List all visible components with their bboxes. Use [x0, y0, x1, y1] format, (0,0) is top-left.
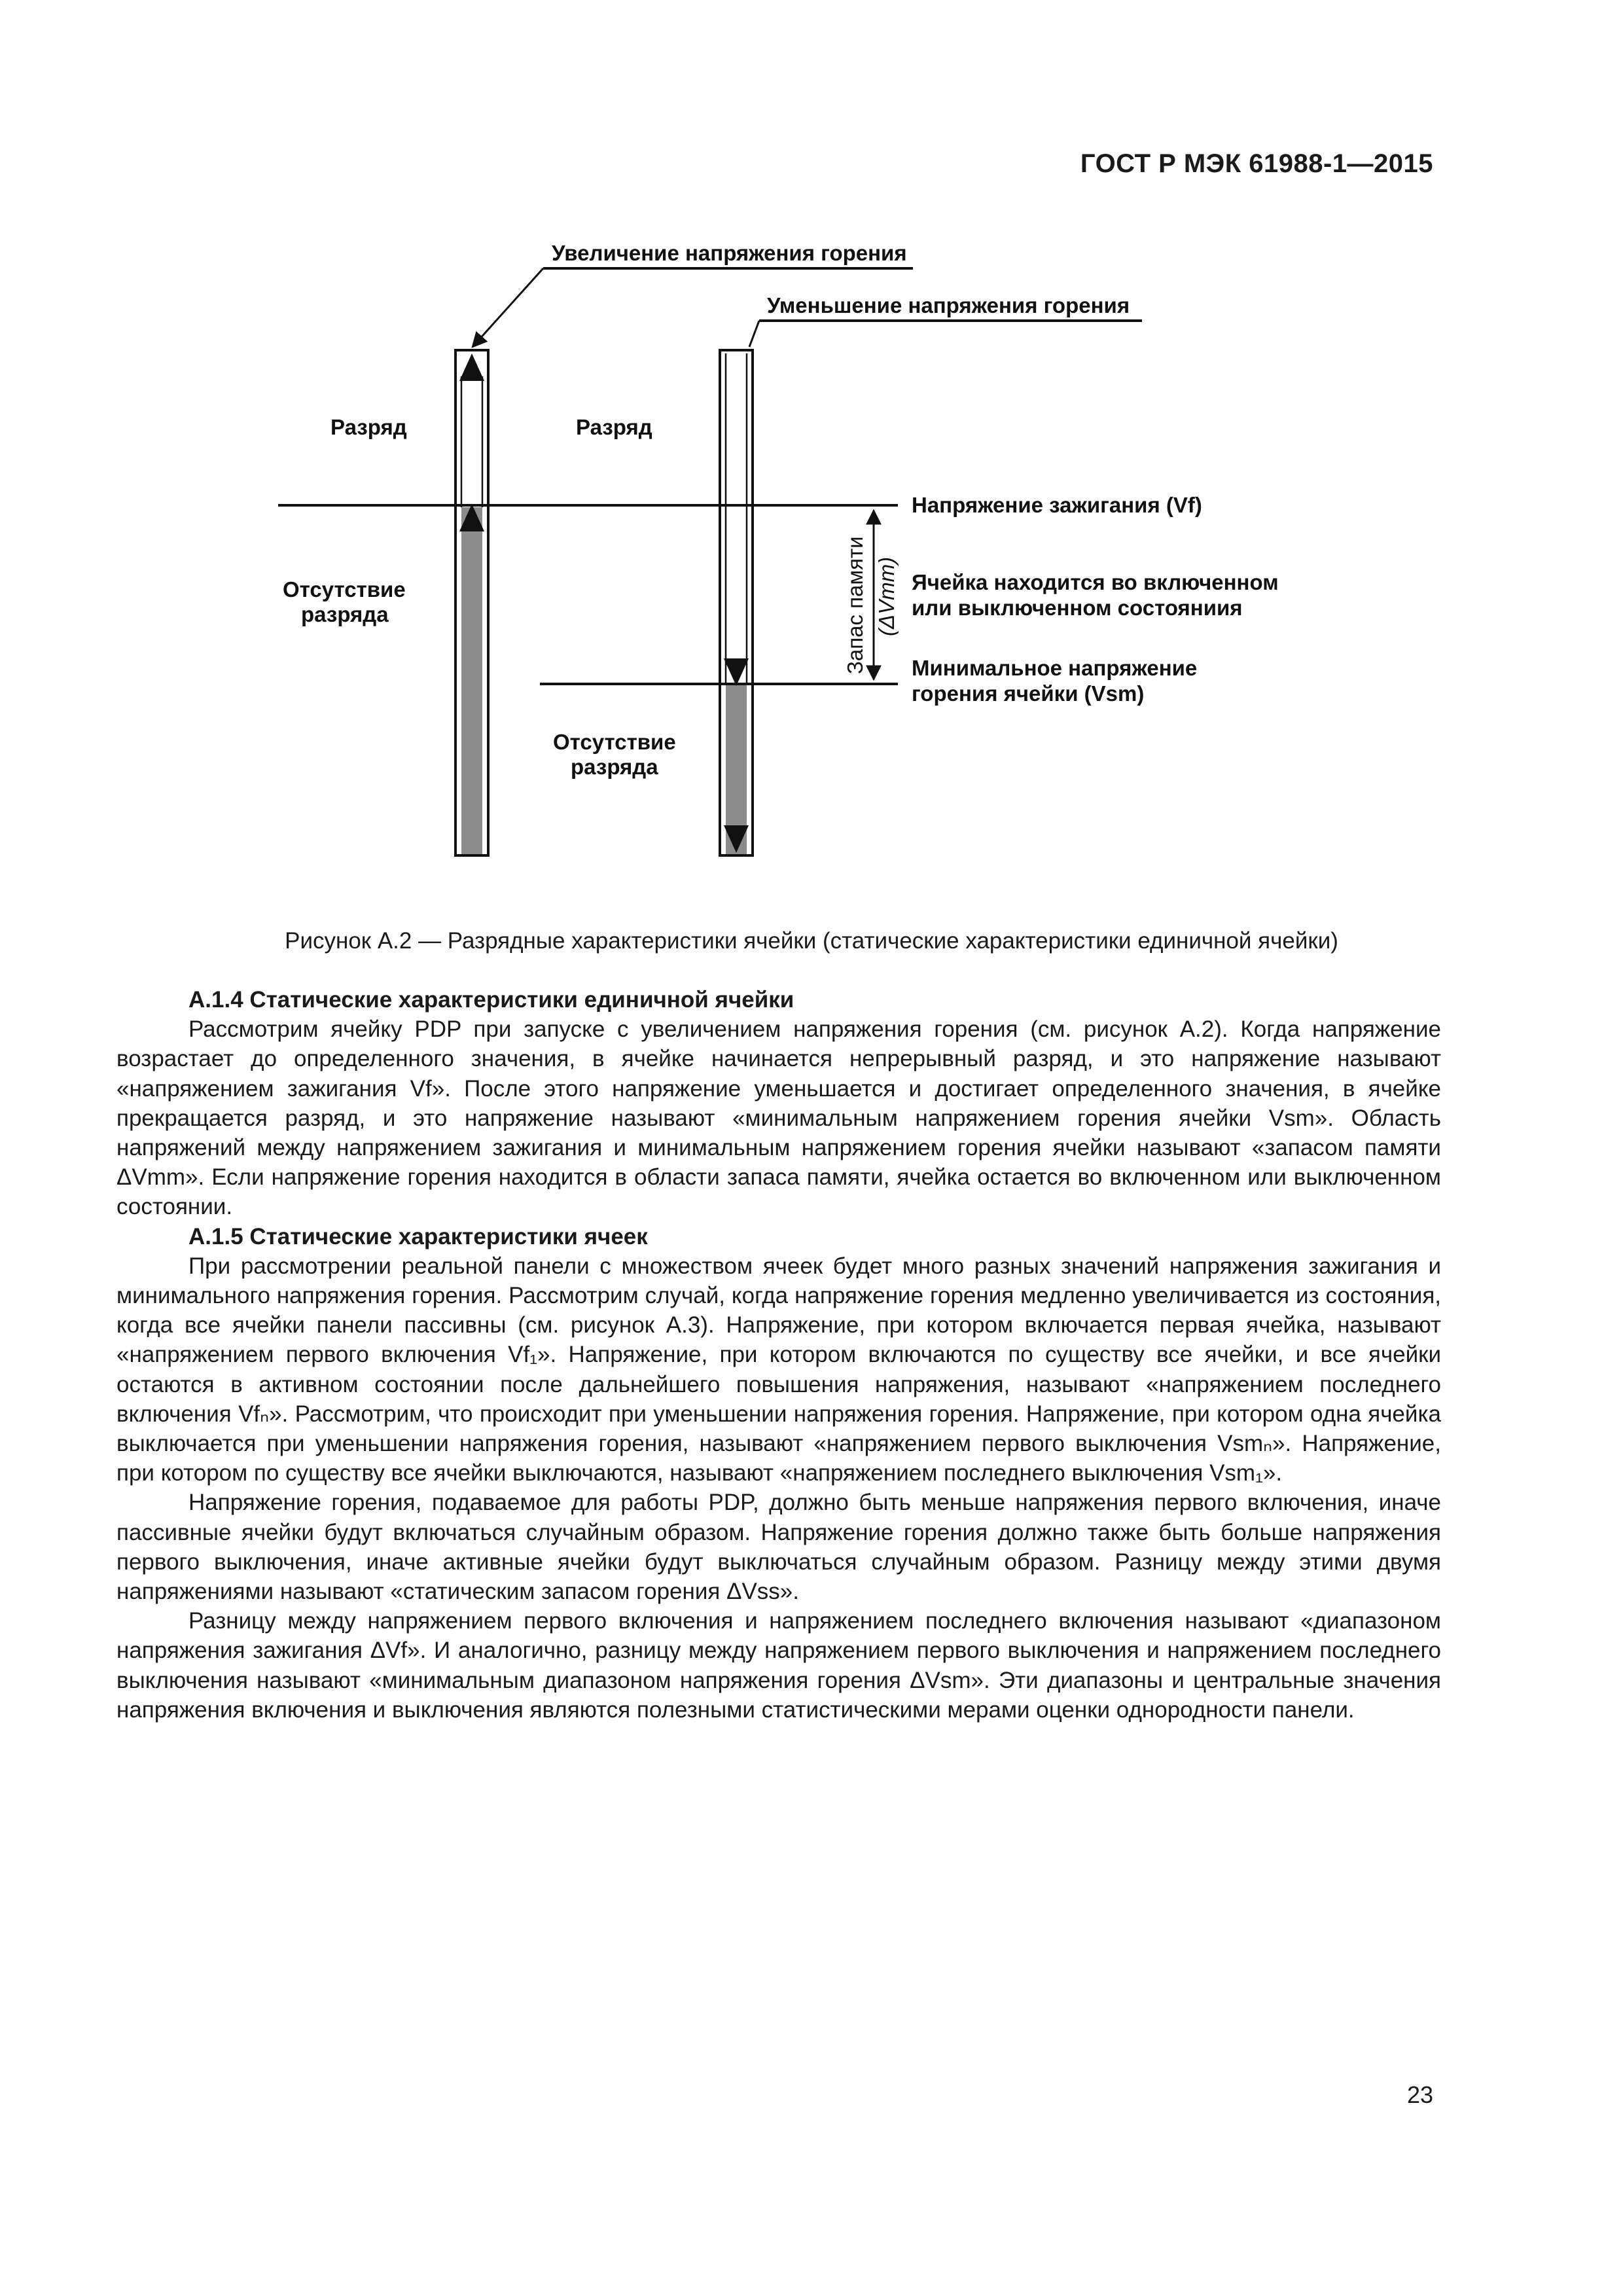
increase-leader [473, 268, 543, 347]
section-title-a14: А.1.4 Статические характеристики единичной ячейки [188, 987, 794, 1013]
label-vsm-2: горения ячейки (Vsm) [912, 681, 1145, 706]
discharge-characteristics-figure [0, 0, 1623, 916]
label-state-2: или выключенном состояниия [912, 596, 1243, 620]
page-number: 23 [1406, 2081, 1433, 2108]
decrease-leader [749, 321, 759, 347]
label-state-1: Ячейка находится во включенном [912, 570, 1279, 594]
label-no-discharge-left-1: Отсутствие [283, 577, 406, 601]
label-vsm-1: Минимальное напряжение [912, 656, 1198, 680]
label-discharge-left: Разряд [330, 415, 407, 439]
paragraph-a14-1: Рассмотрим ячейку PDP при запуске с увеличением напряжения горения (см. рисунок А.2). Когда напряжение возрастает до определенного значения, в ячейке начинается непрерывный разряд, и это напряжение называют «напряжением зажигания Vf». После этого напряжение уменьшается и достигает определенного значения, в ячейке прекращается разряд, и это напряжение называют «минимальным напряжением горения ячейки Vsm». Область напряжений между напряжением зажигания и минимальным напряжением горения ячейки называют «запасом памяти ΔVmm». Если напряжение горения находится в области запаса памяти, ячейка остается во включенном или выключенном состоянии. [116, 1016, 1441, 1220]
label-memory-margin: Запас памяти [843, 536, 867, 674]
body-text [116, 985, 1441, 1725]
label-memory-margin-value: (ΔVmm) [874, 556, 899, 636]
paragraph-a15-2: Напряжение горения, подаваемое для работы PDP, должно быть меньше напряжения первого включения, иначе пассивные ячейки будут включаться случайным образом. Напряжение горения должно также быть больше напряжения первого выключения, иначе активные ячейки будут выключаться случайным образом. Разницу между этими двумя напряжениями называют «статическим запасом горения ΔVss». [116, 1490, 1441, 1605]
label-discharge-right: Разряд [576, 415, 652, 439]
paragraph-a15-1: При рассмотрении реальной панели с множеством ячеек будет много разных значений напряжения зажигания и минимального напряжения горения. Рассмотрим случай, когда напряжение горения медленно увеличивается из состояния, когда все ячейки панели пассивны (см. рисунок А.3). Напряжение, при котором включается первая ячейка, называют «напряжением первого включения Vf₁». Напряжение, при котором включаются по существу все ячейки, и все ячейки остаются в активном состоянии после дальнейшего повышения напряжения, называют «напряжением последнего включения Vfₙ». Рассмотрим, что происходит при уменьшении напряжения горения. Напряжение, при котором одна ячейка выключается при уменьшении напряжения горения, называют «напряжением первого выключения Vsmₙ». Напряжение, при котором по существу все ячейки выключаются, называют «напряжением последнего выключения Vsm₁». [116, 1253, 1441, 1486]
label-vf: Напряжение зажигания (Vf) [912, 493, 1202, 517]
section-title-a15: А.1.5 Статические характеристики ячеек [188, 1223, 648, 1249]
right-column [720, 350, 753, 855]
label-no-discharge-left-2: разряда [301, 602, 389, 626]
label-no-discharge-right-2: разряда [571, 755, 658, 779]
label-decrease: Уменьшение напряжения горения [767, 293, 1130, 317]
figure-caption: Рисунок А.2 — Разрядные характеристики ячейки (статические характеристики единичной ячейки) [285, 928, 1338, 954]
document-id-header: ГОСТ Р МЭК 61988-1—2015 [1080, 149, 1433, 178]
left-column [455, 350, 488, 855]
paragraph-a15-3: Разницу между напряжением первого включения и напряжением последнего включения называют «диапазоном напряжения зажигания ΔVf». И аналогично, разницу между напряжением первого выключения и напряжением последнего выключения называют «минимальным диапазоном напряжения горения ΔVsm». Эти диапазоны и центральные значения напряжения включения и выключения являются полезными статистическими мерами оценки однородности панели. [116, 1608, 1441, 1723]
label-increase: Увеличение напряжения горения [552, 241, 907, 265]
label-no-discharge-right-1: Отсутствие [553, 730, 676, 754]
